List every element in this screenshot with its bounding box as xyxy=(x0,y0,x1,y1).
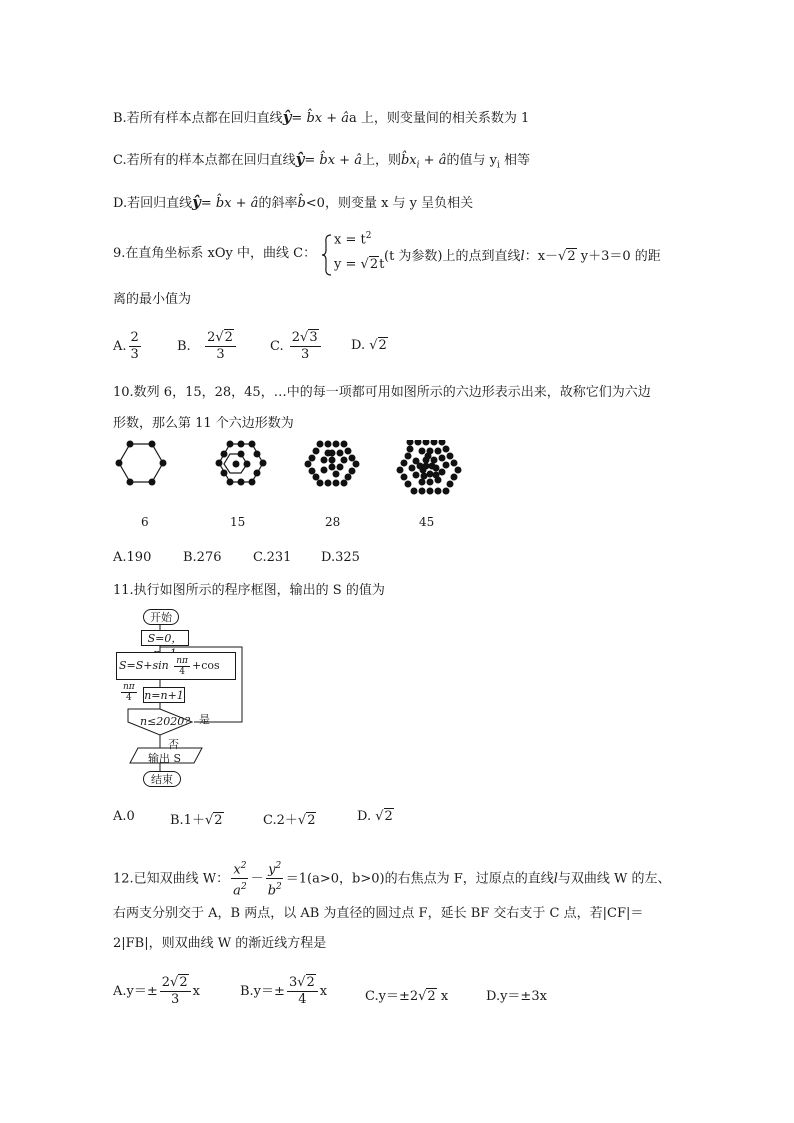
q11-option-a: A.0 xyxy=(113,809,135,824)
hex-label-45: 45 xyxy=(419,515,435,529)
q8-d-mid: 的斜率 xyxy=(258,196,298,211)
q12-option-c: C.y＝±2√2 x xyxy=(365,989,449,1004)
q12-option-d: D.y＝±3x xyxy=(486,989,547,1004)
fc-no: 否 xyxy=(168,738,179,751)
q11-option-c: C.2＋√2 xyxy=(263,813,316,828)
q9-brace xyxy=(321,234,333,276)
q9-option-c: C. $\frac{2√3}{3}$ xyxy=(270,330,323,363)
q8-d-text: D.若回归直线 xyxy=(113,196,193,211)
q8-c-tail2: 相等 xyxy=(499,153,530,168)
regression-yhat: ŷ xyxy=(282,108,292,126)
q9-eq2: y = √2t xyxy=(334,257,385,272)
line-l-label: l xyxy=(520,249,525,264)
hexagon-6 xyxy=(119,444,163,482)
q9-prefix: 9.在直角坐标系 xOy 中，曲线 C： xyxy=(113,246,317,261)
q12-line2: 右两支分别交于 A，B 两点，以 AB 为直径的圆过点 F，延长 BF 交右支于 C 点，若|CF|＝ xyxy=(113,906,644,921)
hex-label-6: 6 xyxy=(141,515,149,529)
hex-label-15: 15 xyxy=(230,515,246,529)
fc-increment: n=n+1 xyxy=(144,689,184,702)
q10-option-c: C.231 xyxy=(253,550,292,565)
q9-option-b: B. $\frac{2√2}{3}$ xyxy=(177,330,238,363)
q8-c-tail: 的值与 y xyxy=(446,153,497,168)
fc-start: 开始 xyxy=(143,609,179,625)
q8-b-text: B.若所有样本点都在回归直线 xyxy=(113,111,283,126)
q9-eq1: $x = t^2$ xyxy=(334,231,372,248)
regression-yhat-c: ŷ xyxy=(295,150,305,168)
q10-line1: 10.数列 6，15，28，45，…中的每一项都可用如图所示的六边形表示出来，故称它们为六边 xyxy=(113,385,651,400)
q11-option-b: B.1＋√2 xyxy=(170,813,223,828)
q10-line2: 形数，那么第 11 个六边形数为 xyxy=(113,416,294,431)
hexagon-45 xyxy=(397,440,462,495)
fc-output: 输出 S xyxy=(148,752,182,765)
q12-option-b: B.y＝± $\frac{3√2}{4}$ x xyxy=(240,975,328,1007)
q8-d-tail: <0，则变量 x 与 y 呈负相关 xyxy=(305,196,474,211)
q8-b-tail: a 上，则变量间的相关系数为 1 xyxy=(349,111,530,126)
q8-option-d: D.若回归直线ŷ= b̂x + â的斜率b̂<0，则变量 x 与 y 呈负相关 xyxy=(113,193,474,211)
q11-option-d: D. √2 xyxy=(357,809,393,824)
fc-condition: n≤2020? xyxy=(140,715,191,728)
fc-update: S=S+sin $\frac{n\pi}{4}$ +cos $\frac{n\pi}{4}$ xyxy=(116,652,236,680)
hex-label-28: 28 xyxy=(325,515,341,529)
q8-option-b: B.若所有样本点都在回归直线ŷ= b̂x + âa 上，则变量间的相关系数为 1 xyxy=(113,108,530,126)
q8-c-mid: 上，则 xyxy=(361,153,401,168)
hexagonal-numbers-figure xyxy=(110,440,470,520)
q8-c-text: C.若所有的样本点都在回归直线 xyxy=(113,153,296,168)
q9-stem xyxy=(113,245,316,263)
q9-param: (t 为参数)上的点到直线l：x－√2 y＋3＝0 的距 xyxy=(384,249,661,264)
q12-line1: 12.已知双曲线 W： $\frac{x^2}{a^2}$ － $\frac{y^2}{b^2}$ ＝1(a>0，b>0)的右焦点为 F，过原点的直线l与双曲线 W 的左、 xyxy=(113,858,671,900)
fc-end: 结束 xyxy=(143,771,181,787)
fc-yes: 是 xyxy=(199,713,210,726)
q11-title: 11.执行如图所示的程序框图，输出的 S 的值为 xyxy=(113,583,385,598)
q9-option-a: A. $\frac{2}{3}$ xyxy=(113,330,139,362)
q10-option-d: D.325 xyxy=(321,550,360,565)
q10-option-b: B.276 xyxy=(183,550,222,565)
q8-option-c: C.若所有的样本点都在回归直线ŷ= b̂x + â上，则$b̂x_i$ + â的值与 $y_i$ 相等 xyxy=(113,150,530,171)
q9-option-d: D. √2 xyxy=(351,338,387,353)
fc-init: S=0， xyxy=(141,630,189,646)
q9-continuation: 离的最小值为 xyxy=(113,292,192,307)
regression-yhat-d: ŷ xyxy=(192,193,201,211)
q12-line3: 2|FB|，则双曲线 W 的渐近线方程是 xyxy=(113,936,327,951)
q12-option-a: A.y＝± $\frac{2√2}{3}$ x xyxy=(113,975,200,1007)
hexagon-28 xyxy=(305,441,360,487)
q10-option-a: A.190 xyxy=(113,550,152,565)
